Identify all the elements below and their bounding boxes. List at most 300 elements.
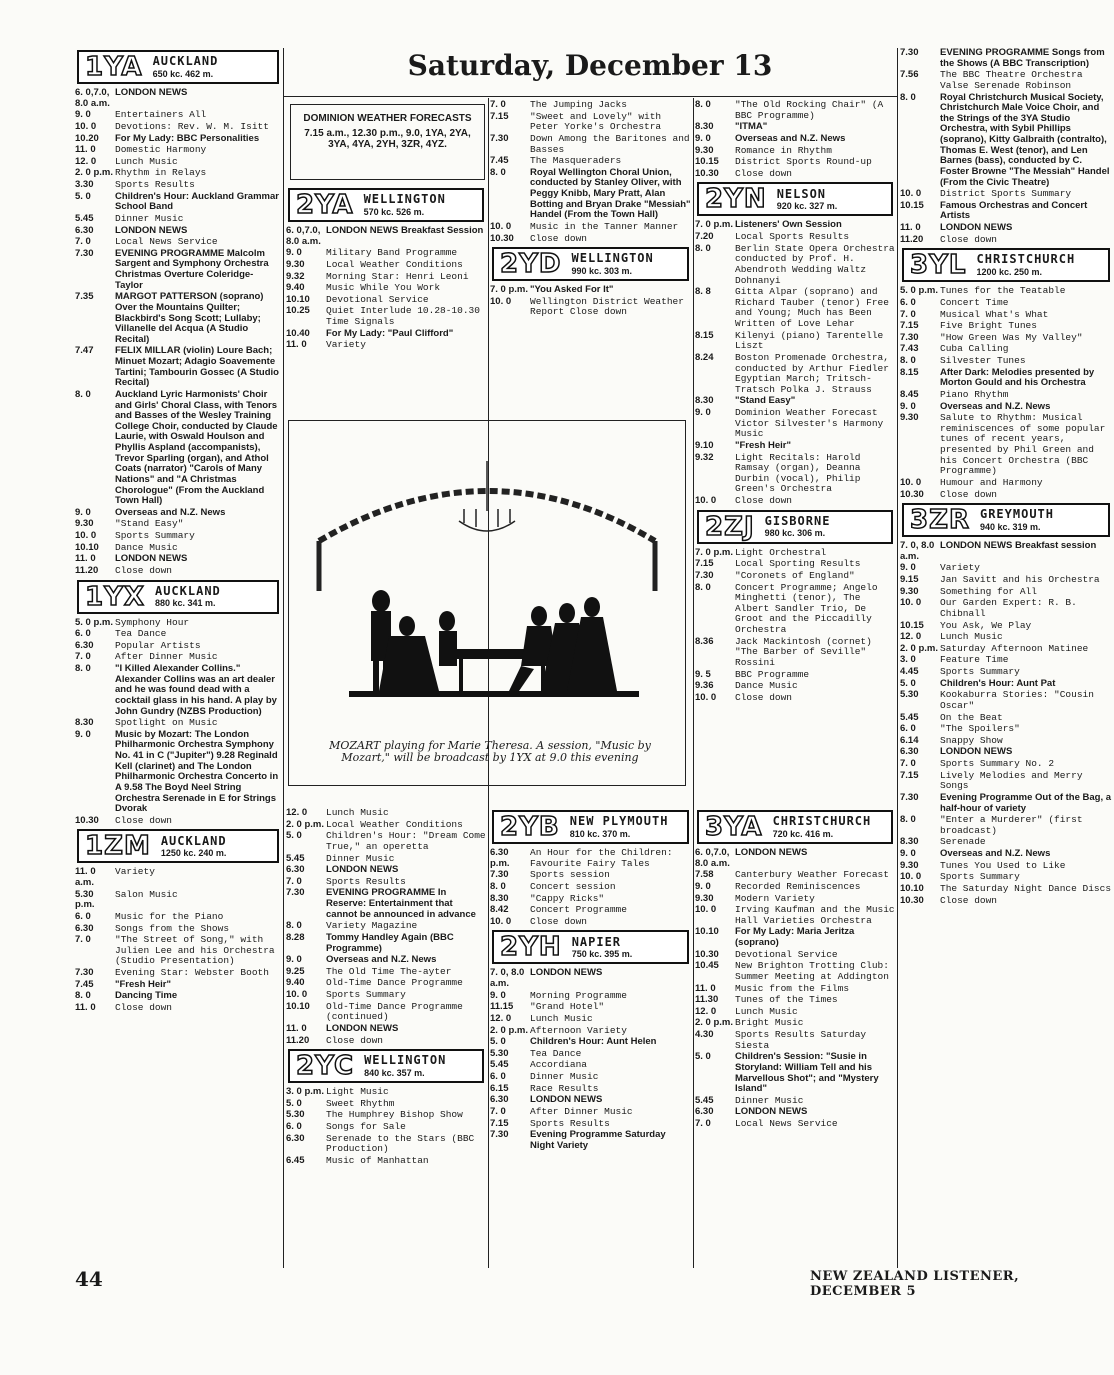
programme-title: Listeners' Own Session (735, 219, 842, 231)
programme-title: Modern Variety (735, 892, 815, 904)
programme-title: Spotlight on Music (115, 717, 218, 729)
programme-title: MARGOT PATTERSON (soprano) Over the Mountains Quilter; Blackbird's Song Scott; Lullaby; Villanelle del Acqua (A Studio Recital) (115, 291, 264, 345)
programme-time: 11.15 (490, 1001, 514, 1013)
programme-title: Accordiana (530, 1059, 588, 1071)
programme-time: 10.10 (286, 1000, 310, 1012)
programme-time: 5.30 (286, 1109, 305, 1121)
programme-time: 2. 0 p.m. (490, 1024, 529, 1036)
programme-title: Local Weather Conditions (326, 258, 463, 270)
programme-time: 8.30 (695, 121, 714, 133)
programme-item (900, 861, 1112, 872)
programme-title: Local Sporting Results (735, 558, 861, 570)
programme-item (695, 146, 895, 157)
programme-time: 4.45 (900, 666, 919, 677)
programme-item (286, 1099, 486, 1110)
station-logo (697, 182, 893, 216)
programme-title: "Stand Easy" (115, 518, 184, 530)
programme-title: Sports Results Saturday Siesta (735, 1029, 867, 1051)
programme-title: Concert Programme; Angelo Minghetti (tenor), The Albert Sandler Trio, De Groot and the Piccadilly Orchestra (735, 581, 878, 635)
programme-time: 6. 0,7.0, 8.0 a.m. (695, 847, 730, 869)
programme-item (490, 1060, 691, 1071)
station-2yh (490, 930, 691, 1151)
station-frequency: 940 kc. 319 m. (979, 521, 1041, 532)
programme-time: 5. 0 (490, 1036, 506, 1048)
programme-time: 10.25 (286, 305, 310, 317)
forecast-text: 7.15 a.m., 12.30 p.m., 9.0, 1YA, 2YA, 3YA, 4YA, 2YH, 3ZR, 4YZ. (304, 128, 471, 151)
programme-time: 10.15 (695, 156, 719, 168)
programme-time: 8. 0 (900, 91, 916, 103)
programme-title: "Grand Hotel" (530, 1001, 605, 1013)
programme-time: 11. 0 (75, 553, 96, 565)
programme-item (286, 978, 486, 989)
programme-time: 6. 0 (286, 1121, 302, 1132)
station-call-sign: 2YA (296, 190, 354, 220)
programme-title: Overseas and N.Z. News (940, 400, 1051, 412)
programme-time: 9. 0 (900, 562, 916, 574)
programme-item (900, 621, 1112, 632)
programme-time: 9.32 (695, 451, 714, 463)
programme-title: LONDON NEWS (115, 87, 188, 98)
programme-time: 10. 0 (75, 120, 97, 132)
programme-time: 9.36 (695, 680, 714, 692)
programme-title: Children's Hour: Aunt Pat (940, 677, 1056, 689)
programme-item (75, 214, 281, 225)
programme-title: Light Orchestral (735, 546, 827, 558)
programme-time: 7.30 (900, 48, 919, 58)
programme-item (490, 1049, 691, 1060)
column-3-bottom (490, 808, 691, 1266)
programme-item (900, 563, 1112, 574)
programme-time: 7. 0 (286, 875, 302, 887)
programme-title: Local Weather Conditions (326, 818, 463, 830)
programme-item (695, 134, 895, 145)
programme-title: Sports Results (326, 875, 406, 887)
programme-item (695, 169, 895, 180)
station-city: WELLINGTON (571, 251, 654, 266)
programme-item (900, 390, 1112, 401)
programme-time: 5.45 (900, 711, 919, 723)
programme-item (695, 331, 895, 352)
programme-title: Music from the Films (735, 982, 850, 994)
programme-time: 9.30 (286, 258, 305, 270)
programme-item (75, 180, 281, 191)
programme-title: Dinner Music (115, 212, 184, 224)
station-2yc (286, 1049, 486, 1166)
column-2-bottom (286, 808, 486, 1266)
programme-time: 7.30 (490, 869, 509, 881)
programme-item (75, 168, 281, 179)
programme-time: 9. 0 (75, 506, 91, 518)
programme-item (695, 220, 895, 231)
programme-title: LONDON NEWS (940, 746, 1013, 758)
programme-item (490, 1072, 691, 1083)
station-city: NEW PLYMOUTH (569, 814, 669, 829)
programme-title: Famous Orchestras and Concert Artists (940, 199, 1088, 222)
programme-item (286, 283, 486, 294)
station-call-sign: 2YH (500, 932, 562, 963)
programme-time: 5.45 (490, 1059, 509, 1071)
station-call-sign: 2ZJ (705, 511, 755, 542)
programme-title: Dancing Time (115, 990, 178, 1002)
programme-item (286, 865, 486, 876)
programme-title: Close down (115, 814, 173, 826)
programme-title: Race Results (530, 1082, 599, 1094)
programme-time: 7.45 (490, 155, 509, 167)
programme-item (900, 575, 1112, 586)
programme-item (900, 356, 1112, 367)
column-5 (900, 48, 1112, 1266)
station-info (769, 812, 872, 842)
programme-item (695, 100, 895, 121)
programme-item (695, 894, 895, 905)
mozart-silhouette-illustration (289, 421, 685, 731)
programme-item (900, 679, 1112, 690)
programme-title: "Stand Easy" (735, 395, 796, 407)
programme-time: 8.36 (695, 635, 714, 647)
station-frequency: 750 kc. 395 m. (571, 949, 633, 960)
station-logo (492, 930, 689, 964)
programme-time: 11.30 (695, 994, 719, 1006)
programme-title: Gitta Alpar (soprano) and Richard Tauber (tenor) Free and Young; Much has Been Written of Love Lehar (735, 286, 889, 329)
programme-time: 6.30 (75, 639, 94, 651)
programme-item (695, 882, 895, 893)
station-info (761, 512, 831, 542)
station-call-sign: 2YD (500, 249, 562, 280)
programme-title: Sports Results (115, 179, 195, 190)
programme-title: Close down (735, 691, 793, 703)
programme-item (286, 226, 486, 247)
programme-time: 11. 0 (75, 1001, 96, 1013)
programme-time: 10. 0 (695, 495, 717, 506)
programme-title: Overseas and N.Z. News (735, 132, 846, 144)
programme-item (900, 201, 1112, 222)
programme-time: 5. 0 (900, 677, 916, 689)
programme-item (695, 1030, 895, 1051)
programme-item (900, 587, 1112, 598)
programme-title: "How Green Was My Valley" (940, 331, 1083, 343)
programme-time: 6.15 (490, 1082, 509, 1094)
programme-title: Music in the Tanner Manner (530, 220, 679, 232)
programme-item (900, 310, 1112, 321)
programme-title: Lunch Music (530, 1012, 593, 1024)
programme-item (75, 531, 281, 542)
programme-title: EVENING PROGRAMME Songs from the Shows (A BBC Transcription) (940, 48, 1105, 69)
programme-title: Lunch Music (326, 808, 389, 818)
programme-time: 7.45 (75, 978, 94, 990)
programme-item (490, 882, 691, 893)
programme-item (695, 1096, 895, 1107)
programme-title: Dance Music (115, 541, 178, 553)
programme-title: Romance in Rhythm (735, 144, 832, 156)
programme-title: Evening Programme Out of the Bag, a half-hour of variety (940, 791, 1112, 814)
programme-item (286, 1024, 486, 1035)
programme-time: 11.20 (286, 1034, 310, 1046)
programme-time: 5. 0 (75, 190, 91, 202)
programme-time: 6.30 (286, 864, 305, 876)
programme-time: 5.45 (695, 1094, 714, 1106)
programme-item (900, 70, 1112, 91)
programme-time: 5.30 (490, 1047, 509, 1059)
programme-time: 9.30 (900, 585, 919, 597)
programme-title: Dinner Music (326, 852, 395, 864)
station-frequency: 720 kc. 416 m. (772, 828, 834, 839)
programme-time: 8. 0 (695, 242, 711, 254)
programme-item (490, 1084, 691, 1095)
programme-item (695, 961, 895, 982)
programme-title: LONDON NEWS (530, 967, 603, 979)
programme-title: Recorded Reminiscences (735, 880, 861, 892)
programme-title: LONDON NEWS (530, 1094, 603, 1106)
programme-title: Close down (115, 1001, 173, 1013)
programme-time: 10.30 (75, 814, 99, 826)
programme-time: 6. 0 (490, 1071, 506, 1082)
programme-title: LONDON NEWS (115, 553, 188, 565)
programme-time: 10.10 (695, 926, 719, 938)
programme-title: LONDON NEWS (940, 222, 1013, 233)
programme-title: Close down (115, 564, 173, 576)
programme-item (695, 995, 895, 1006)
programme-item (695, 396, 895, 407)
programme-time: 10. 0 (900, 476, 922, 488)
programme-item (490, 1002, 691, 1013)
programme-title: Close down (940, 233, 998, 245)
programme-item (75, 629, 281, 640)
programme-item (490, 1119, 691, 1130)
programme-item (75, 508, 281, 519)
programme-item (286, 888, 486, 920)
programme-title: Variety (326, 339, 366, 351)
programme-item (900, 478, 1112, 489)
station-info (773, 184, 838, 214)
programme-item (75, 890, 281, 911)
station-logo (697, 810, 893, 844)
programme-item (75, 122, 281, 133)
programme-title: "You Asked For It" (530, 284, 614, 296)
programme-item (75, 292, 281, 345)
programme-title: LONDON NEWS Breakfast session (940, 540, 1097, 552)
programme-item (900, 413, 1112, 477)
programme-title: Tommy Handley Again (BBC Programme) (326, 931, 454, 954)
programme-item (900, 644, 1112, 655)
programme-item (900, 598, 1112, 619)
programme-title: "The Old Rocking Chair" (A BBC Programme) (735, 100, 884, 121)
station-info (568, 249, 654, 279)
programme-title: Our Garden Expert: R. B. Chibnall (940, 597, 1077, 619)
programme-time: 11. 0 (695, 982, 716, 994)
programme-time: 10.30 (695, 948, 719, 960)
station-frequency: 980 kc. 306 m. (764, 528, 826, 539)
programme-title: Concert Time (940, 296, 1009, 308)
programme-time: 6.30 (286, 1132, 305, 1144)
programme-time: 2. 0 p.m. (286, 818, 325, 830)
station-info (157, 831, 227, 861)
programme-item (900, 713, 1112, 724)
programme-time: 8.28 (286, 931, 305, 943)
station-logo (288, 1049, 484, 1083)
programme-item (75, 346, 281, 389)
programme-item (490, 134, 691, 155)
programme-time: 8. 0 (75, 388, 91, 400)
station-info (360, 190, 446, 220)
programme-time: 10. 0 (75, 530, 97, 541)
programme-time: 7.15 (900, 320, 919, 332)
programme-time: 10. 0 (900, 597, 922, 609)
programme-item (900, 896, 1112, 907)
station-logo (902, 503, 1110, 537)
programme-time: 2. 0 p.m. (900, 642, 939, 654)
programme-title: "The Street of Song," with Julien Lee and his Orchestra (Studio Presentation) (115, 934, 275, 967)
programme-item (75, 249, 281, 292)
programme-time: 6. 0 (900, 723, 916, 735)
programme-title: You Ask, We Play (940, 619, 1032, 631)
programme-title: Lively Melodies and Merry Songs (940, 769, 1083, 792)
programme-time: 10.15 (900, 619, 924, 631)
programme-item (900, 771, 1112, 792)
programme-title: Children's Hour: Aunt Helen (530, 1036, 657, 1048)
programme-time: 11. 0 a.m. (75, 866, 96, 888)
station-city: AUCKLAND (160, 833, 227, 848)
programme-item (900, 759, 1112, 770)
programme-item (900, 235, 1112, 246)
programme-item (286, 295, 486, 306)
programme-title: LONDON NEWS (735, 847, 808, 858)
station-2zj (695, 510, 895, 704)
programme-time: 8. 0 (75, 663, 91, 674)
programme-title: Boston Promenade Orchestra, conducted by Arthur Fiedler Egyptian March; Tritsch-Tratsch Polka J. Strauss (735, 351, 889, 395)
station-frequency: 920 kc. 327 m. (776, 201, 838, 212)
programme-title: Piano Rhythm (940, 388, 1009, 400)
programme-time: 6.30 (490, 1094, 509, 1106)
station-info (151, 582, 221, 612)
programme-title: On the Beat (940, 711, 1003, 723)
programme-time: 6.30 (75, 224, 94, 236)
programme-item (900, 793, 1112, 814)
programme-title: Sports Summary (940, 871, 1020, 883)
programme-title: Royal Christchurch Musical Society, Christchurch Male Voice Choir, and the Strings of the 3YA Studio Orchestra, with Sybil Phillips (soprano), Kitty Galbraith (contralto), Thomas E. West (tenor), and Len Barnes (bass), conducted by C. Foster Browne "The Messiah" Handel (From the Civic Theatre) (940, 91, 1110, 188)
programme-item (75, 554, 281, 565)
station-city: CHRISTCHURCH (772, 814, 872, 829)
programme-item (490, 1107, 691, 1118)
column-rule (693, 98, 694, 1268)
programme-title: "ITMA" (735, 121, 768, 133)
station-city: AUCKLAND (154, 583, 221, 598)
programme-time: 8. 0 (286, 920, 302, 932)
programme-item (695, 905, 895, 926)
programme-time: 3. 0 p.m. (286, 1086, 325, 1098)
programme-time: 9.32 (286, 270, 305, 282)
programme-item (75, 816, 281, 827)
programme-time: 8.15 (900, 366, 919, 378)
programme-time: 6. 0 (900, 296, 916, 308)
programme-time: 9. 0 (286, 954, 302, 966)
programme-title: Devotional Service (326, 293, 429, 305)
programme-title: Concert Programme (530, 904, 627, 916)
programme-title: Dinner Music (735, 1094, 804, 1106)
programme-time: 7. 0 (75, 934, 91, 946)
station-3ya_cont (900, 48, 1112, 245)
programme-item (900, 837, 1112, 848)
programme-title: District Sports Summary (940, 188, 1072, 200)
programme-item (286, 967, 486, 978)
programme-title: Saturday Afternoon Matinee (940, 642, 1089, 654)
programme-time: 9. 0 (695, 132, 711, 144)
programme-time: 9.10 (695, 439, 714, 451)
programme-title: Symphony Hour (115, 616, 190, 628)
programme-item (695, 848, 895, 869)
programme-item (695, 559, 895, 570)
station-city: WELLINGTON (363, 192, 446, 207)
programme-item (490, 285, 691, 296)
programme-item (75, 134, 281, 145)
programme-time: 8.30 (75, 717, 94, 729)
station-call-sign: 3YA (705, 812, 763, 842)
programme-item (695, 637, 895, 669)
programme-item (900, 368, 1112, 389)
programme-title: Close down (940, 894, 998, 906)
programme-time: 5. 0 (286, 830, 302, 842)
programme-title: Kilenyi (piano) Tarentelle Liszt (735, 329, 884, 352)
station-logo (492, 247, 689, 281)
programme-title: Variety Magazine (326, 920, 418, 932)
programme-time: 10.30 (490, 232, 514, 244)
programme-time: 10.30 (900, 488, 924, 500)
weather-forecast-box (290, 104, 485, 180)
programme-item (75, 618, 281, 629)
programme-time: 9. 0 (490, 989, 506, 1001)
programme-title: "Cappy Ricks" (530, 892, 605, 904)
programme-time: 7. 0, 8.0 a.m. (490, 967, 525, 989)
programme-time: 10. 0 (490, 220, 512, 232)
programme-title: Dance Music (735, 680, 798, 692)
programme-title: BBC Programme (735, 668, 810, 680)
programme-time: 10. 0 (286, 989, 308, 1000)
programme-item (490, 905, 691, 916)
programme-title: Old-Time Dance Programme (continued) (326, 1000, 463, 1023)
programme-item (286, 329, 486, 340)
programme-item (286, 1036, 486, 1047)
programme-time: 9. 0 (75, 728, 91, 740)
programme-time: 8. 8 (695, 286, 711, 298)
programme-title: Evening Programme Saturday Night Variety (530, 1129, 666, 1151)
programme-item (695, 122, 895, 133)
programme-item (900, 189, 1112, 200)
programme-time: 8. 0 (490, 166, 506, 178)
programme-title: Snappy Show (940, 734, 1003, 746)
programme-title: Overseas and N.Z. News (326, 954, 437, 966)
programme-time: 5. 0 (286, 1097, 302, 1109)
programme-item (75, 730, 281, 815)
programme-item (75, 652, 281, 663)
programme-item (286, 831, 486, 852)
station-logo (288, 188, 484, 222)
programme-item (900, 724, 1112, 735)
programme-title: Sports session (530, 869, 610, 881)
programme-title: Sports Summary (940, 666, 1020, 677)
programme-time: 8.30 (900, 836, 919, 848)
station-logo (77, 50, 279, 84)
programme-item (900, 655, 1112, 666)
programme-item (286, 955, 486, 966)
programme-time: 5. 0 (695, 1051, 711, 1063)
station-frequency: 650 kc. 462 m. (152, 68, 214, 79)
programme-title: "Coronets of England" (735, 569, 855, 581)
programme-time: 9.15 (900, 574, 919, 585)
programme-title: Sweet Rhythm (326, 1097, 395, 1109)
programme-title: Lunch Music (115, 155, 178, 167)
programme-item (900, 333, 1112, 344)
station-info (973, 250, 1076, 280)
programme-title: The Old Time The-ayter (326, 965, 452, 977)
